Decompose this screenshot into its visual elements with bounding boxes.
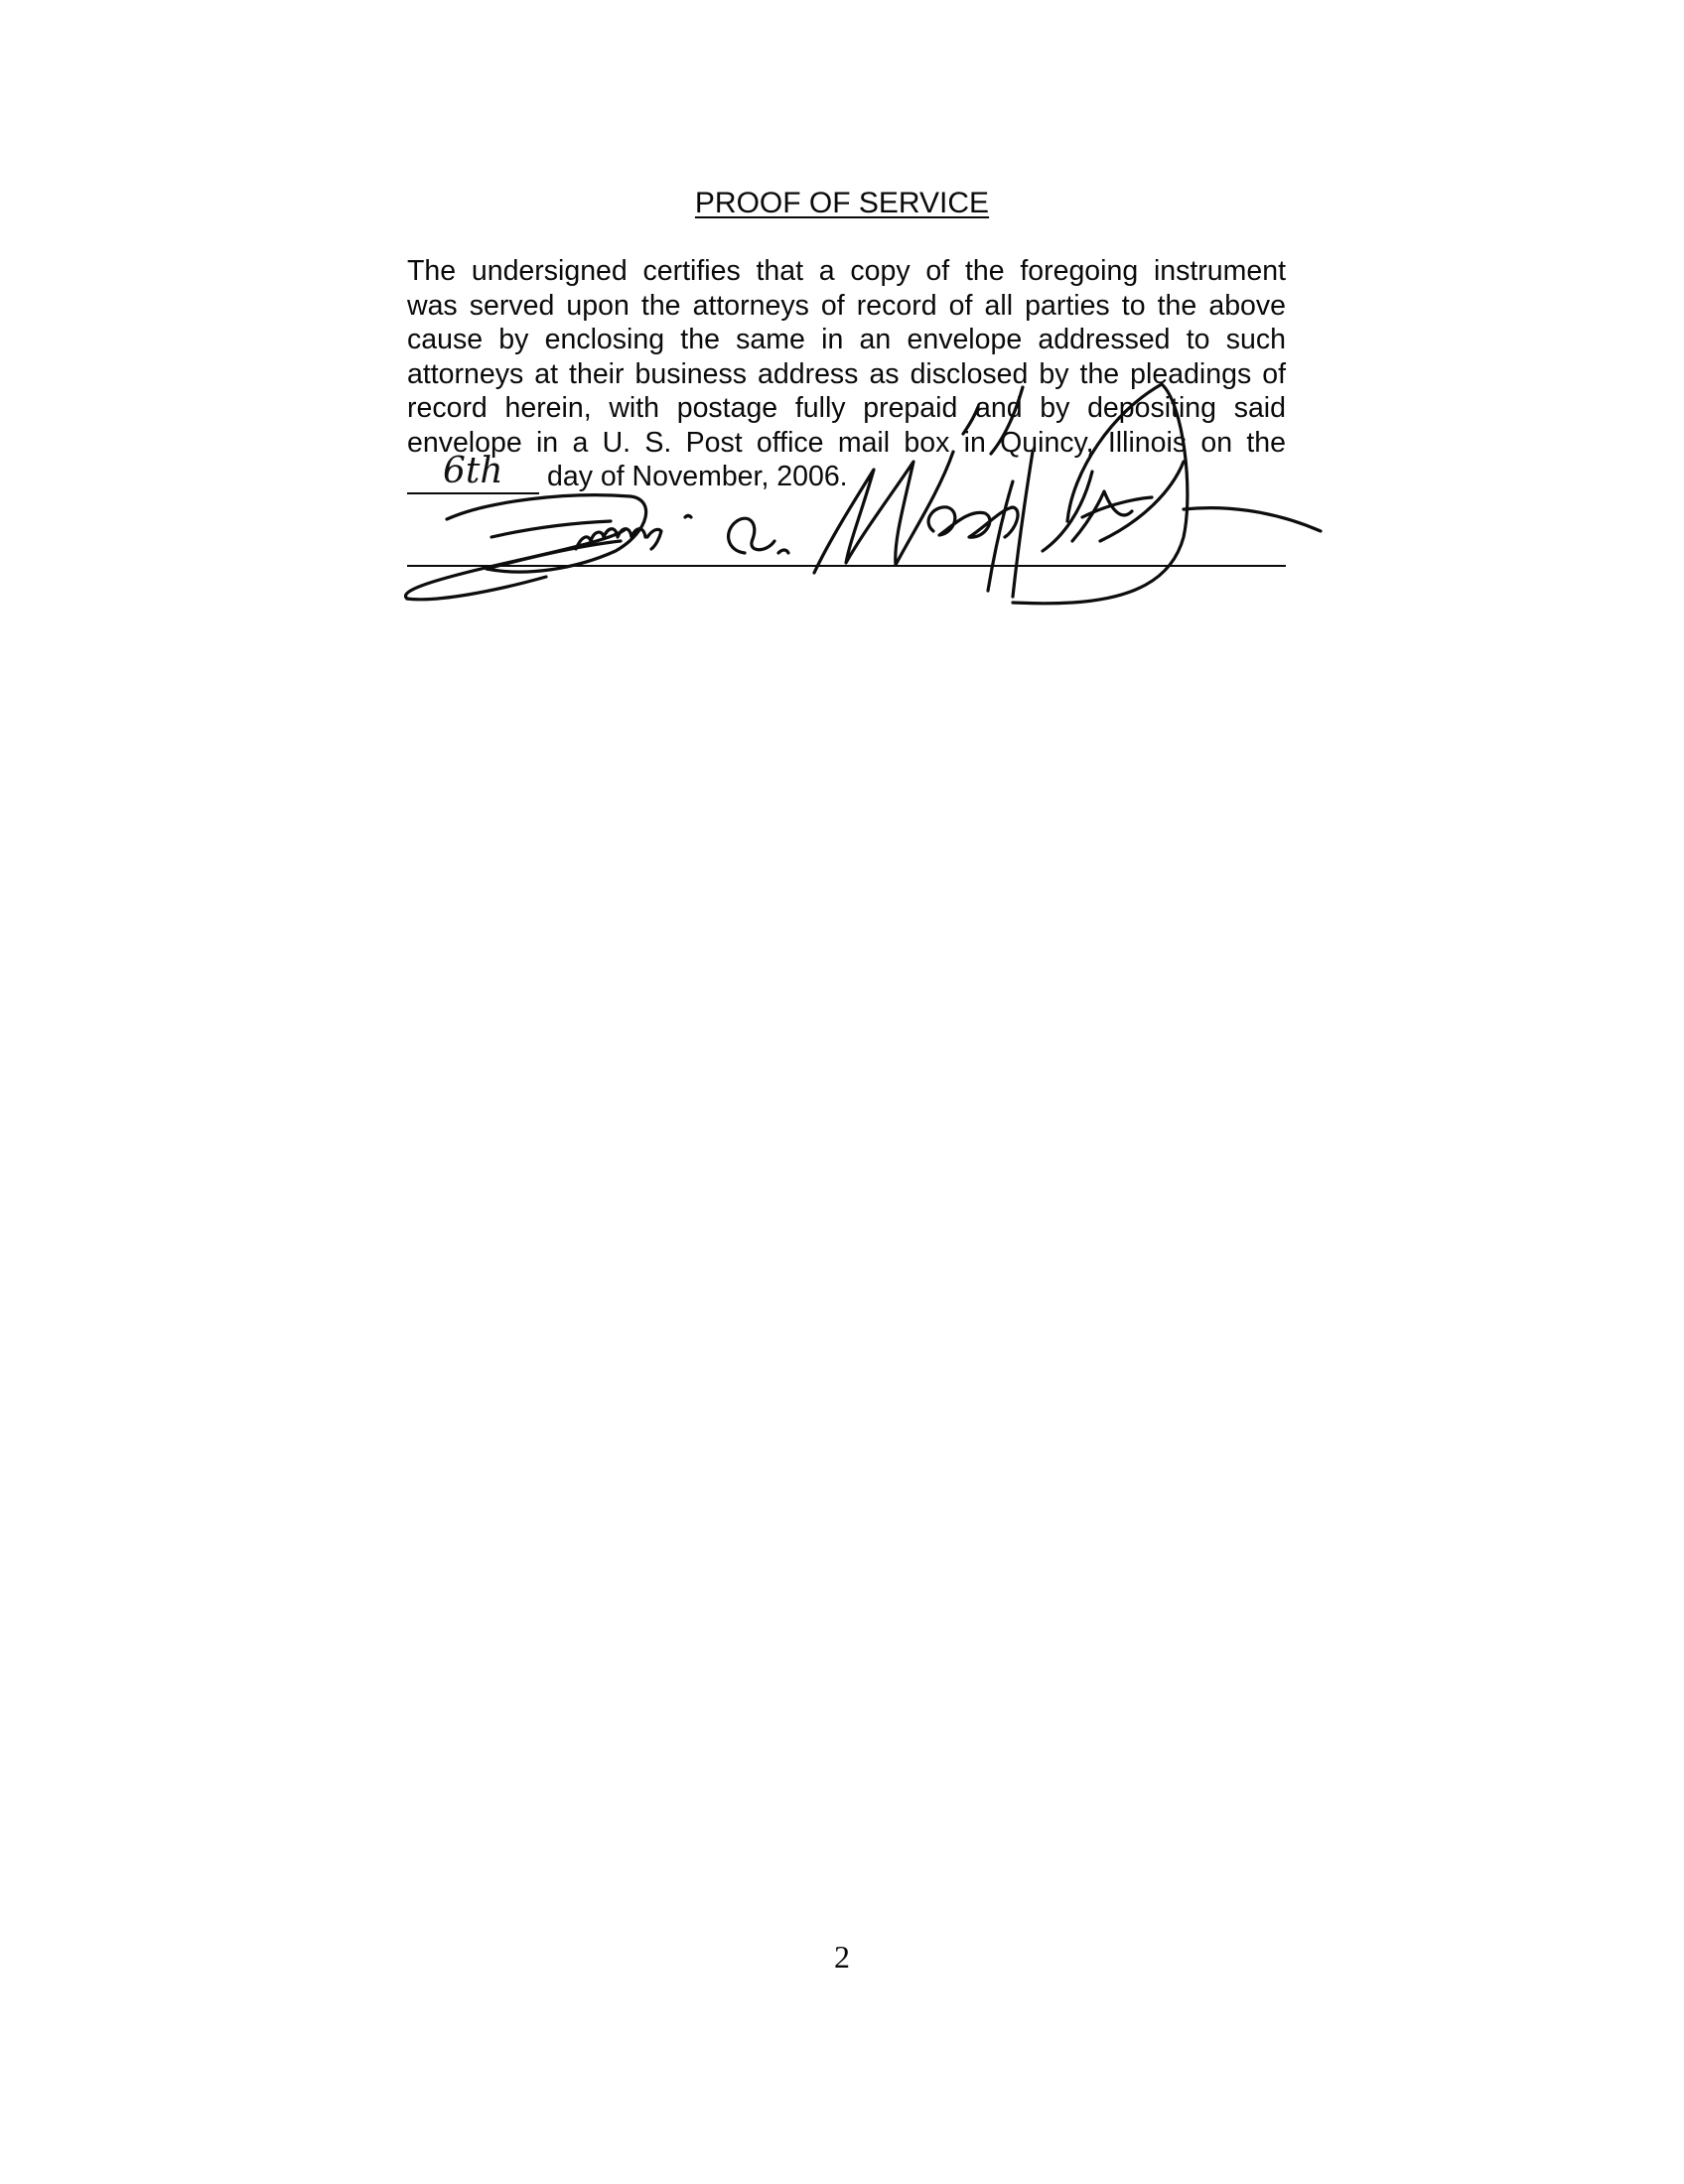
page-number: 2 [834, 1939, 850, 1975]
paragraph-line: cause by enclosing the same in an envelope addressed to such [407, 324, 1286, 355]
handwritten-day: 6th [443, 450, 503, 491]
paragraph-line: was served upon the attorneys of record of all parties to the above [407, 289, 1286, 322]
paragraph-line: record herein, with postage fully prepaid and by depositing said [407, 392, 1286, 424]
page-title: PROOF OF SERVICE [694, 187, 990, 219]
handwritten-signature [377, 342, 1331, 620]
paragraph-line: The undersigned certifies that a copy of the foregoing instrument [407, 255, 1286, 287]
date-text: day of November, 2006. [547, 461, 848, 492]
paragraph-line: envelope in a U. S. Post office mail box in Quincy, Illinois on the [407, 426, 1286, 459]
paragraph-line: attorneys at their business address as disclosed by the pleadings of [407, 357, 1286, 390]
